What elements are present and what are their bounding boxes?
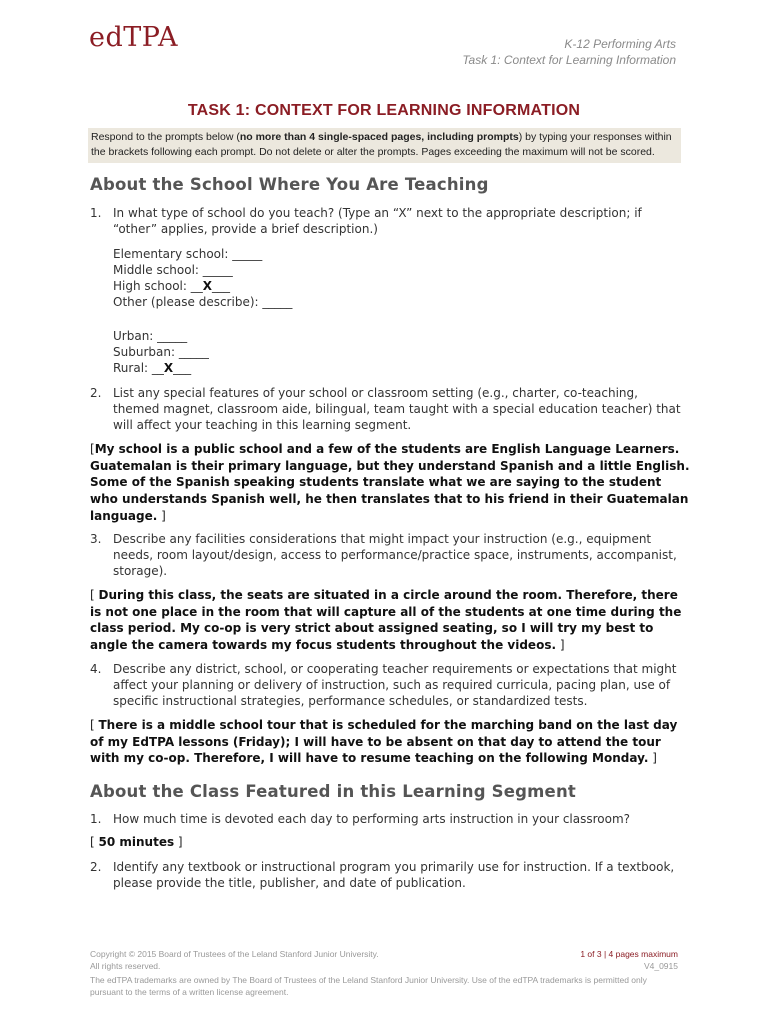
- prompt-number: 1.: [90, 812, 102, 826]
- prompt-special-features: [90, 385, 685, 433]
- prompt-facilities: [90, 531, 685, 579]
- option-middle[interactable]: Middle school: _____: [113, 263, 233, 277]
- option-urban[interactable]: Urban: _____: [113, 329, 188, 343]
- prompt-number: 1.: [90, 206, 102, 220]
- header-subject: K-12 Performing Arts: [564, 37, 676, 51]
- prompt-text: In what type of school do you teach? (Type an “X” next to the appropriate description; if “other” applies, provide a brief description.): [113, 206, 642, 236]
- footer-copyright-line: Copyright © 2015 Board of Trustees of the Leland Stanford Junior University.: [90, 949, 379, 959]
- response-facilities[interactable]: [ During this class, the seats are situated in a circle around the room. Therefore, there is not one place in the room that will capture all of the students at one time during the class period. My co-op is very strict about assigned seating, so I will try my best to angle the camera towards my focus students throughout the videos. ]: [90, 588, 682, 653]
- footer-version: V4_0915: [643, 961, 678, 971]
- footer-trademark: The edTPA trademarks are owned by The Board of Trustees of the Leland Stanford Junior University. Use of the edTPA trademarks is permitted only pursuant to the terms of a written license agreement.: [90, 975, 647, 997]
- page-title: TASK 1: CONTEXT FOR LEARNING INFORMATION: [187, 102, 581, 119]
- prompt-requirements: [90, 661, 685, 709]
- prompt-number: 2.: [90, 386, 102, 400]
- option-elementary[interactable]: Elementary school: _____: [113, 247, 263, 261]
- instructions-bold: no more than 4 single-spaced pages, including prompts: [239, 131, 519, 143]
- section-heading-class: About the Class Featured in this Learning Segment: [90, 782, 576, 801]
- prompt-text: Identify any textbook or instructional program you primarily use for instruction. If a textbook, please provide the title, publisher, and date of publication.: [113, 860, 675, 890]
- option-rural[interactable]: Rural: __X___: [113, 361, 192, 375]
- response-time-devoted[interactable]: [ 50 minutes ]: [90, 835, 183, 849]
- footer-page-count: 1 of 3 | 4 pages maximum: [580, 949, 678, 959]
- prompt-textbook: [90, 859, 685, 891]
- option-other[interactable]: Other (please describe): _____: [113, 295, 293, 309]
- footer-rights-line: All rights reserved.: [90, 961, 161, 971]
- instructions-pre: Respond to the prompts below (: [91, 131, 240, 143]
- footer-copyright: [90, 948, 510, 972]
- prompt-text: List any special features of your school or classroom setting (e.g., charter, co-teaching, themed magnet, classroom aide, bilingual, team taught with a special education teacher) that will affect your teaching in this learning segment.: [113, 386, 681, 432]
- footer-page-info: [580, 948, 678, 972]
- header-task-subtitle: Task 1: Context for Learning Information: [462, 53, 676, 67]
- option-suburban[interactable]: Suburban: _____: [113, 345, 209, 359]
- prompt-text: Describe any district, school, or cooperating teacher requirements or expectations that might affect your planning or delivery of instruction, such as required curricula, pacing plan, use of specific instructional strategies, performance schedules, or standardized tests.: [113, 662, 677, 708]
- instructions-post: ) by typing your responses within the brackets following each prompt. Do not delete or alter the prompts. Pages exceeding the maximum will not be scored.: [91, 131, 672, 158]
- header-info: [462, 36, 676, 68]
- edtpa-logo: edTPA: [89, 22, 178, 53]
- prompt-number: 4.: [90, 662, 102, 676]
- response-special-features[interactable]: [My school is a public school and a few of the students are English Language Learners. Guatemalan is their primary language, but they understand Spanish and a little English. Some of the Spanish speaking students translate what we are saying to the student who understands Spanish well, he then translates that to his friend in their Guatemalan language. ]: [90, 442, 690, 523]
- option-high[interactable]: High school: __X___: [113, 279, 230, 293]
- prompt-number: 3.: [90, 532, 102, 546]
- prompt-school-type: [90, 205, 685, 237]
- prompt-time-devoted: [90, 811, 685, 827]
- prompt-text: Describe any facilities considerations that might impact your instruction (e.g., equipment needs, room layout/design, access to performance/practice space, instruments, accompanist, storage).: [113, 532, 677, 578]
- section-heading-school: About the School Where You Are Teaching: [90, 175, 489, 194]
- instructions-box: [88, 128, 681, 163]
- response-requirements[interactable]: [ There is a middle school tour that is scheduled for the marching band on the last day of my EdTPA lessons (Friday); I will have to be absent on that day to attend the tour with my co-op. Therefore, I will have to resume teaching on the following Monday. ]: [90, 718, 678, 766]
- prompt-text: How much time is devoted each day to performing arts instruction in your classroom?: [113, 812, 631, 826]
- prompt-number: 2.: [90, 860, 102, 874]
